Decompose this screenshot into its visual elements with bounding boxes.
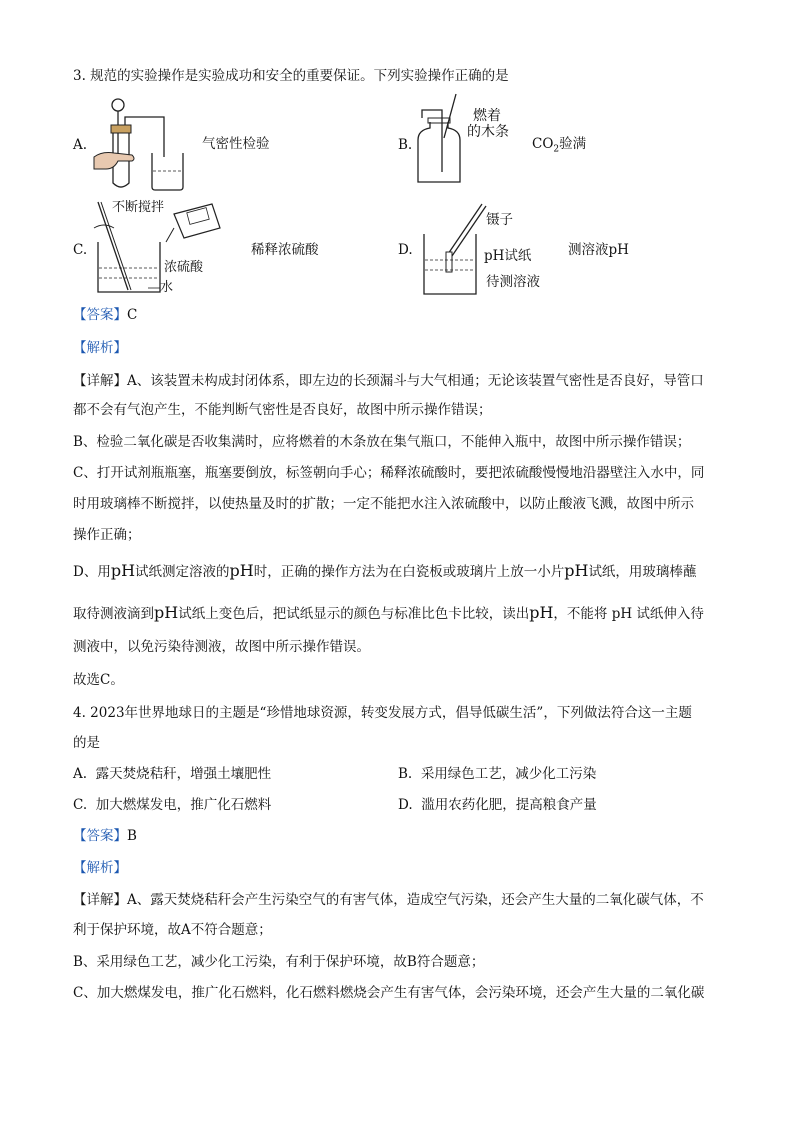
co2-subscript: 2	[553, 144, 560, 155]
q3-stem: 3. 规范的实验操作是实验成功和安全的重要保证。下列实验操作正确的是	[73, 68, 509, 84]
q4-detail-line-2: 利于保护环境，故A不符合题意；	[73, 922, 272, 938]
q3-option-d-caption: 测溶液pH	[568, 242, 629, 258]
q4-answer	[73, 826, 137, 846]
answer-label: 【答案】	[73, 307, 127, 323]
co2-caption-rest: 验满	[559, 136, 587, 152]
q3-detail-line-2: 都不会有气泡产生，不能判断气密性是否良好，故图中所示操作错误；	[73, 402, 492, 418]
q4-stem-line-1: 4. 2023年世界地球日的主题是“珍惜地球资源，转变发展方式，倡导低碳生活”，下列做法符合这一主题	[73, 705, 692, 721]
q3-conclusion: 故选C。	[73, 672, 124, 688]
q4-option-c: C. 加大燃煤发电，推广化石燃料	[73, 797, 272, 813]
q3-option-a-letter: A.	[73, 137, 88, 153]
d-label-tweezers: 镊子	[486, 212, 513, 228]
q3-detail-line-4: C、打开试剂瓶瓶塞，瓶塞要倒放，标签朝向手心；稀释浓硫酸时，要把浓硫酸慢慢地沿器壁注入水中，同	[73, 465, 705, 481]
b-label-burning: 燃着	[473, 108, 501, 124]
co2-text: CO	[532, 136, 554, 152]
detail-label: 【详解】	[73, 892, 127, 908]
c-label-water: 水	[160, 280, 174, 295]
answer-value: C	[127, 307, 138, 323]
q4-analysis-label: 【解析】	[73, 860, 127, 876]
b-label-stick: 的木条	[467, 124, 509, 140]
q3-detail-line-3: B、检验二氧化碳是否收集满时，应将燃着的木条放在集气瓶口，不能伸入瓶中，故图中所示操作错误；	[73, 434, 691, 450]
q4-option-a: A. 露天焚烧秸秆，增强土壤肥性	[73, 766, 272, 782]
q3-option-c-letter: C.	[73, 242, 88, 258]
airtightness-apparatus-figure	[92, 95, 192, 195]
q4-detail-line-4: C、加大燃煤发电，推广化石燃料，化石燃料燃烧会产生有害气体，会污染环境，还会产生大量的二氧化碳	[73, 985, 705, 1001]
q3-detail-line-5: 时用玻璃棒不断搅拌，以使热量及时的扩散；一定不能把水注入浓硫酸中，以防止酸液飞溅，故图中所示	[73, 496, 694, 512]
q3-answer	[73, 305, 137, 325]
q3-detail-d-line-1: D、用pH试纸测定溶液的pH时，正确的操作方法为在白瓷板或玻璃片上放一小片pH试纸，用玻璃棒蘸	[73, 561, 697, 580]
d-label-solution: 待测溶液	[486, 274, 540, 290]
q3-detail-line-6: 操作正确；	[73, 527, 141, 543]
answer-label: 【答案】	[73, 828, 127, 844]
d-label-paper: pH试纸	[484, 248, 532, 264]
q3-detail-d-line-3: 测液中，以免污染待测液，故图中所示操作错误。	[73, 639, 370, 655]
q4-option-d: D. 滥用农药化肥，提高粮食产量	[398, 797, 597, 813]
q4-option-b: B. 采用绿色工艺，减少化工污染	[398, 766, 597, 782]
gas-jar-co2-figure	[412, 92, 472, 188]
q3-detail-line-1: 【详解】A、该装置未构成封闭体系，即左边的长颈漏斗与大气相通；无论该装置气密性是否良好，导管口	[73, 373, 704, 389]
c-label-acid: 浓硫酸	[164, 260, 204, 275]
answer-value: B	[127, 828, 137, 844]
q3-option-c-caption: 稀释浓硫酸	[251, 242, 319, 258]
detail-label: 【详解】	[73, 373, 127, 389]
ph-test-figure	[420, 198, 490, 298]
q3-option-b-caption	[532, 134, 586, 160]
q3-option-b-letter: B.	[398, 137, 413, 153]
q3-option-d-letter: D.	[398, 242, 413, 258]
q3-detail-d-line-2: 取待测液滴到pH试纸上变色后，把试纸显示的颜色与标准比色卡比较，读出pH，不能将 pH 试纸伸入待	[73, 603, 704, 622]
q3-analysis-label: 【解析】	[73, 340, 127, 356]
c-label-stir: 不断搅拌	[112, 200, 165, 215]
q4-stem-line-2: 的是	[73, 735, 100, 751]
q4-detail-line-3: B、采用绿色工艺，减少化工污染，有利于保护环境，故B符合题意；	[73, 954, 485, 970]
q4-detail-line-1: 【详解】A、露天焚烧秸秆会产生污染空气的有害气体，造成空气污染，还会产生大量的二氧化碳气体，不	[73, 892, 704, 908]
q3-option-a-caption: 气密性检验	[202, 136, 270, 152]
